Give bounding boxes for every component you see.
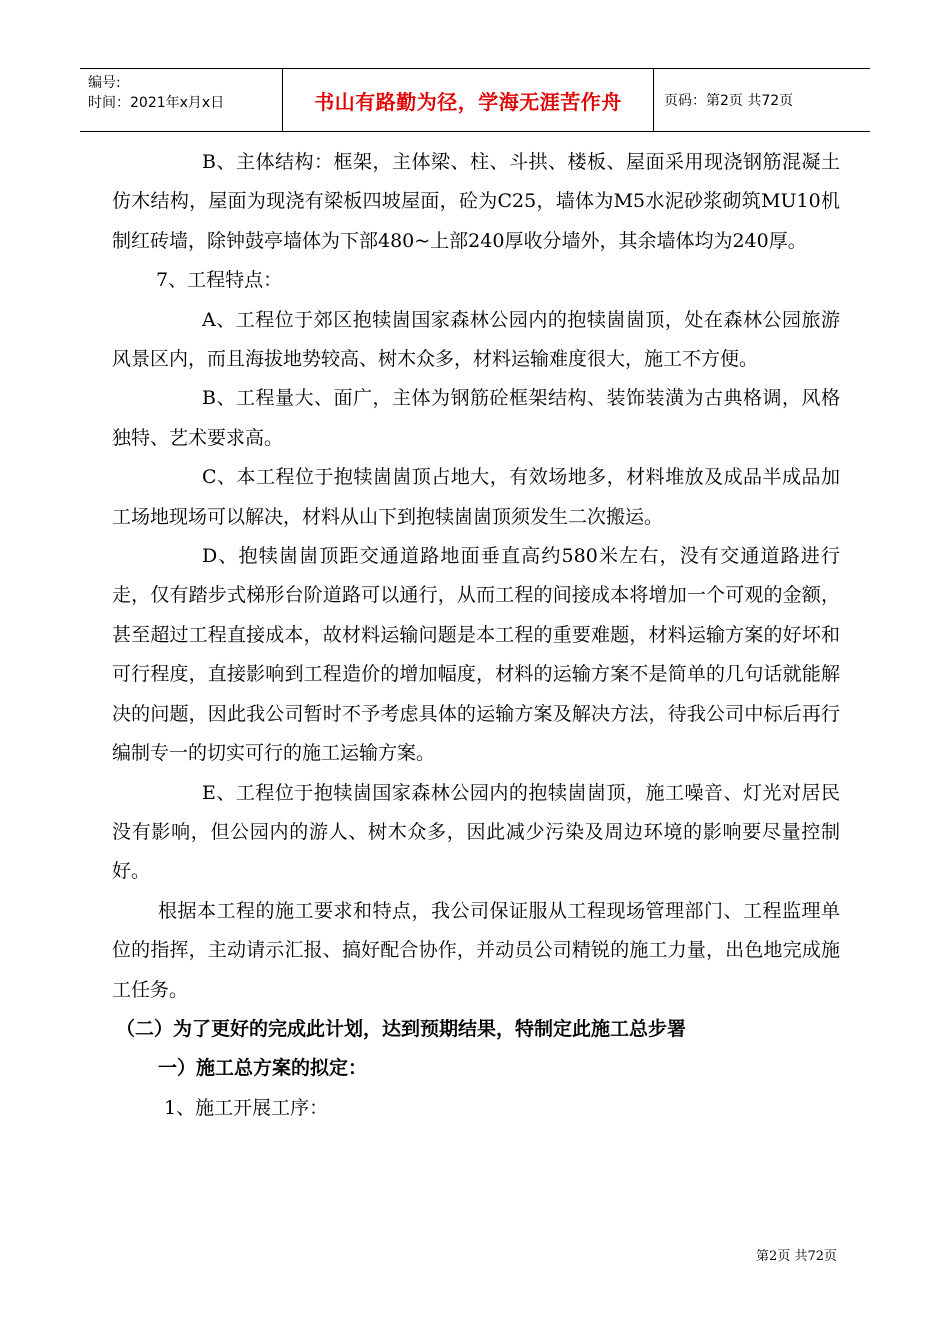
document-body: [112, 143, 840, 1128]
page-footer: 第2页 共72页: [756, 1249, 837, 1264]
section-heading: （二）为了更好的完成此计划，达到预期结果，特制定此施工总步署: [116, 1017, 687, 1040]
paragraph-feature-b: B、工程量大、面广，主体为钢筋砼框架结构、装饰装潢为古典格调，风格独特、艺术要求高。: [112, 387, 840, 449]
page-header: [80, 68, 870, 132]
header-number-label: 编号:: [88, 75, 121, 91]
paragraph-feature-e: E、工程位于抱犊崮国家森林公园内的抱犊崮崮顶，施工噪音、灯光对居民没有影响，但公园内的游人、树木众多，因此减少污染及周边环境的影响要尽量控制好。: [112, 781, 840, 883]
paragraph-project-features-title: 7、工程特点：: [156, 269, 283, 292]
paragraph-main-structure: B、主体结构：框架，主体梁、柱、斗拱、楼板、屋面采用现浇钢筋混凝土仿木结构，屋面为现浇有梁板四坡屋面，砼为C25，墙体为M5水泥砂浆砌筑MU10机制红砖墙，除钟鼓亭墙体为下部480~上部240厚收分墙外，其余墙体均为240厚。: [112, 151, 840, 252]
paragraph-feature-c: C、本工程位于抱犊崮崮顶占地大，有效场地多，材料堆放及成品半成品加工场地现场可以解决，材料从山下到抱犊崮崮顶须发生二次搬运。: [112, 466, 840, 528]
subsection-heading: 一）施工总方案的拟定：: [158, 1057, 368, 1080]
paragraph-feature-a: A、工程位于郊区抱犊崮国家森林公园内的抱犊崮崮顶，处在森林公园旅游风景区内，而且海拔地势较高、树木众多，材料运输难度很大，施工不方便。: [112, 308, 840, 371]
header-meta: [80, 69, 282, 131]
item-heading: 1、施工开展工序：: [164, 1096, 329, 1119]
header-motto: 书山有路勤为径，学海无涯苦作舟: [282, 69, 654, 131]
paragraph-commitment: 根据本工程的施工要求和特点，我公司保证服从工程现场管理部门、工程监理单位的指挥，主动请示汇报、搞好配合协作，并动员公司精锐的施工力量，出色地完成施工任务。: [112, 899, 840, 1001]
paragraph-feature-d: D、抱犊崮崮顶距交通道路地面垂直高约580米左右，没有交通道路进行走，仅有踏步式梯形台阶道路可以通行，从而工程的间接成本将增加一个可观的金额，甚至超过工程直接成本，故材料运输问题是本工程的重要难题，材料运输方案的好坏和可行程度，直接影响到工程造价的增加幅度，材料的运输方案不是简单的几句话就能解决的问题，因此我公司暂时不予考虑具体的运输方案及解决方法，待我公司中标后再行编制专一的切实可行的施工运输方案。: [112, 545, 840, 765]
header-page-label: 页码：第2页 共72页: [664, 93, 794, 109]
header-time-label: 时间：2021年x月x日: [88, 95, 225, 111]
